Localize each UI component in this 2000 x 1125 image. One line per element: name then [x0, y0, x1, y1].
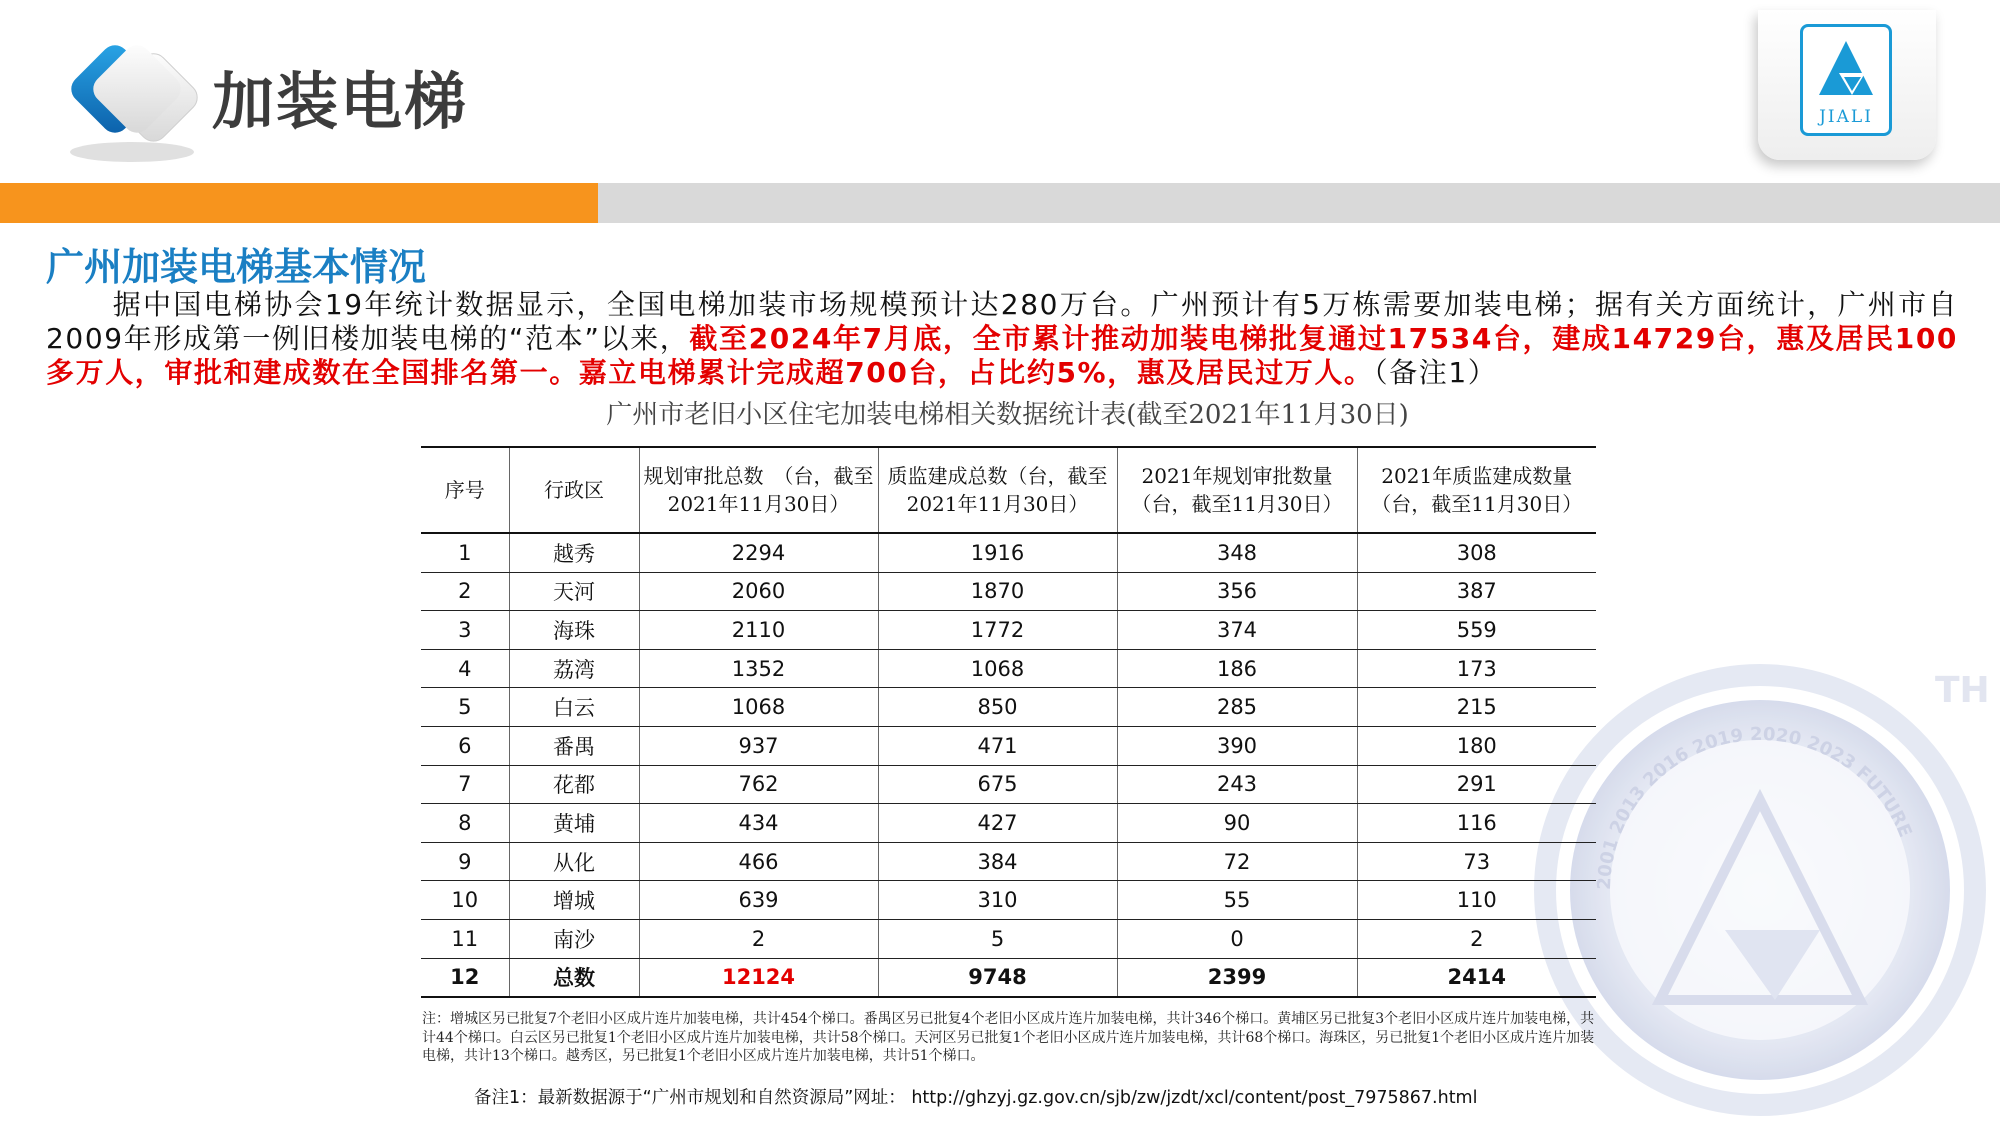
table-cell: 186 [1117, 649, 1357, 688]
column-header: 质监建成总数（台，截至2021年11月30日） [878, 447, 1117, 533]
table-row [421, 765, 1596, 804]
table-cell: 180 [1357, 726, 1596, 765]
intro-highlight: 截至2024年7月底，全市累计推动加装电梯批复通过17534台，建成14729台，惠及居民100多万人，审批和建成数在全国排名第一。嘉立电梯累计完成超700台，占比约5%，惠及居民过万人。 [46, 322, 1958, 389]
table-cell: 471 [878, 726, 1117, 765]
table-cell: 8 [421, 804, 509, 843]
jiali-logo [1800, 24, 1892, 136]
table-cell: 1352 [639, 649, 878, 688]
header-divider-accent [0, 183, 598, 223]
table-cell: 1 [421, 533, 509, 572]
table-cell: 12 [421, 958, 509, 997]
table-cell: 427 [878, 804, 1117, 843]
brand-name: JIALI [1819, 107, 1873, 127]
table-cell: 116 [1357, 804, 1596, 843]
table-cell: 850 [878, 688, 1117, 727]
table-cell: 2110 [639, 611, 878, 650]
intro-footnote-ref: （备注1） [1373, 356, 1498, 389]
table-cell: 5 [421, 688, 509, 727]
section-title: 广州加装电梯基本情况 [46, 245, 427, 289]
table-cell: 215 [1357, 688, 1596, 727]
table-cell: 387 [1357, 572, 1596, 611]
table-cell: 2 [1357, 919, 1596, 958]
table-cell: 466 [639, 842, 878, 881]
table-cell: 110 [1357, 881, 1596, 920]
table-cell: 291 [1357, 765, 1596, 804]
table-cell: 番禺 [509, 726, 639, 765]
table-cell: 6 [421, 726, 509, 765]
table-cell: 黄埔 [509, 804, 639, 843]
table-cell: 白云 [509, 688, 639, 727]
table-cell: 73 [1357, 842, 1596, 881]
column-header: 2021年质监建成数量（台，截至11月30日） [1357, 447, 1596, 533]
table-cell: 1068 [639, 688, 878, 727]
table-header-row [421, 447, 1596, 533]
table-cell: 72 [1117, 842, 1357, 881]
table-cell: 3 [421, 611, 509, 650]
table-row [421, 572, 1596, 611]
table-cell: 12124 [639, 958, 878, 997]
table-cell: 434 [639, 804, 878, 843]
table-cell: 10 [421, 881, 509, 920]
table-cell: 0 [1117, 919, 1357, 958]
table-row [421, 881, 1596, 920]
table-row [421, 688, 1596, 727]
table-cell: 384 [878, 842, 1117, 881]
table-cell: 639 [639, 881, 878, 920]
table-row [421, 842, 1596, 881]
watermark-years: 2001 2013 2016 2019 2020 2023 FUTURE [1593, 723, 1916, 891]
anniversary-watermark [1530, 640, 2000, 1120]
page-title: 加装电梯 [212, 65, 469, 138]
table-cell: 310 [878, 881, 1117, 920]
table-cell: 55 [1117, 881, 1357, 920]
header-divider-gray [598, 183, 2000, 223]
table-cell: 2399 [1117, 958, 1357, 997]
table-cell: 937 [639, 726, 878, 765]
table-caption: 广州市老旧小区住宅加装电梯相关数据统计表(截至2021年11月30日) [606, 400, 1409, 430]
column-header: 规划审批总数 （台，截至2021年11月30日） [639, 447, 878, 533]
table-cell: 花都 [509, 765, 639, 804]
table-cell: 2294 [639, 533, 878, 572]
table-cell: 2414 [1357, 958, 1596, 997]
table-cell: 348 [1117, 533, 1357, 572]
table-cell: 173 [1357, 649, 1596, 688]
table-cell: 2 [639, 919, 878, 958]
table-cell: 9748 [878, 958, 1117, 997]
table-cell: 390 [1117, 726, 1357, 765]
column-header: 行政区 [509, 447, 639, 533]
table-row [421, 649, 1596, 688]
table-cell: 762 [639, 765, 878, 804]
table-cell: 285 [1117, 688, 1357, 727]
table-note: 注：增城区另已批复7个老旧小区成片连片加装电梯，共计454个梯口。番禺区另已批复4个老旧小区成片连片加装电梯，共计346个梯口。黄埔区另已批复3个老旧小区成片连片加装电梯，共计44个梯口。白云区另已批复1个老旧小区成片连片加装电梯，共计58个梯口。天河区另已批复1个老旧小区成片连片加装电梯，共计68个梯口。海珠区，另已批复1个老旧小区成片连片加装电梯，共计13个梯口。越秀区，另已批复1个老旧小区成片连片加装电梯，共计51个梯口。 [422, 1011, 1595, 1064]
table-total-row [421, 958, 1596, 997]
table-cell: 总数 [509, 958, 639, 997]
column-header: 序号 [421, 447, 509, 533]
column-header: 2021年规划审批数量（台，截至11月30日） [1117, 447, 1357, 533]
table-cell: 天河 [509, 572, 639, 611]
table-cell: 308 [1357, 533, 1596, 572]
intro-text: 据中国电梯协会19年统计数据显示，全国电梯加装市场规模预计达280万台。广州预计有5万栋需要加装电梯；据有关方面统计，广州市自2009年形成第一例旧楼加装电梯的“范本”以来， [46, 288, 1958, 355]
table-row [421, 726, 1596, 765]
table-cell: 越秀 [509, 533, 639, 572]
brand-card [1758, 10, 1936, 160]
table-cell: 356 [1117, 572, 1357, 611]
table-row [421, 611, 1596, 650]
table-row [421, 533, 1596, 572]
elevator-stats-table [421, 446, 1596, 998]
source-note: 备注1：最新数据源于“广州市规划和自然资源局”网址： http://ghzyj.gz.gov.cn/sjb/zw/jzdt/xcl/content/post_7975867.html [474, 1088, 1478, 1108]
table-row [421, 919, 1596, 958]
table-cell: 11 [421, 919, 509, 958]
table-cell: 374 [1117, 611, 1357, 650]
table-cell: 南沙 [509, 919, 639, 958]
table-cell: 1916 [878, 533, 1117, 572]
chevron-logo-icon [62, 40, 212, 170]
table-cell: 1772 [878, 611, 1117, 650]
table-cell: 5 [878, 919, 1117, 958]
intro-paragraph [46, 288, 1958, 390]
table-cell: 559 [1357, 611, 1596, 650]
table-cell: 675 [878, 765, 1117, 804]
table-cell: 1870 [878, 572, 1117, 611]
watermark-suffix: TH [1935, 670, 1990, 711]
table-row [421, 804, 1596, 843]
table-cell: 从化 [509, 842, 639, 881]
table-cell: 增城 [509, 881, 639, 920]
table-cell: 荔湾 [509, 649, 639, 688]
table-cell: 海珠 [509, 611, 639, 650]
table-cell: 2060 [639, 572, 878, 611]
table-cell: 7 [421, 765, 509, 804]
table-cell: 90 [1117, 804, 1357, 843]
table-cell: 9 [421, 842, 509, 881]
table-cell: 2 [421, 572, 509, 611]
table-cell: 243 [1117, 765, 1357, 804]
jiali-triangle-icon [1811, 35, 1881, 103]
table-cell: 4 [421, 649, 509, 688]
table-cell: 1068 [878, 649, 1117, 688]
